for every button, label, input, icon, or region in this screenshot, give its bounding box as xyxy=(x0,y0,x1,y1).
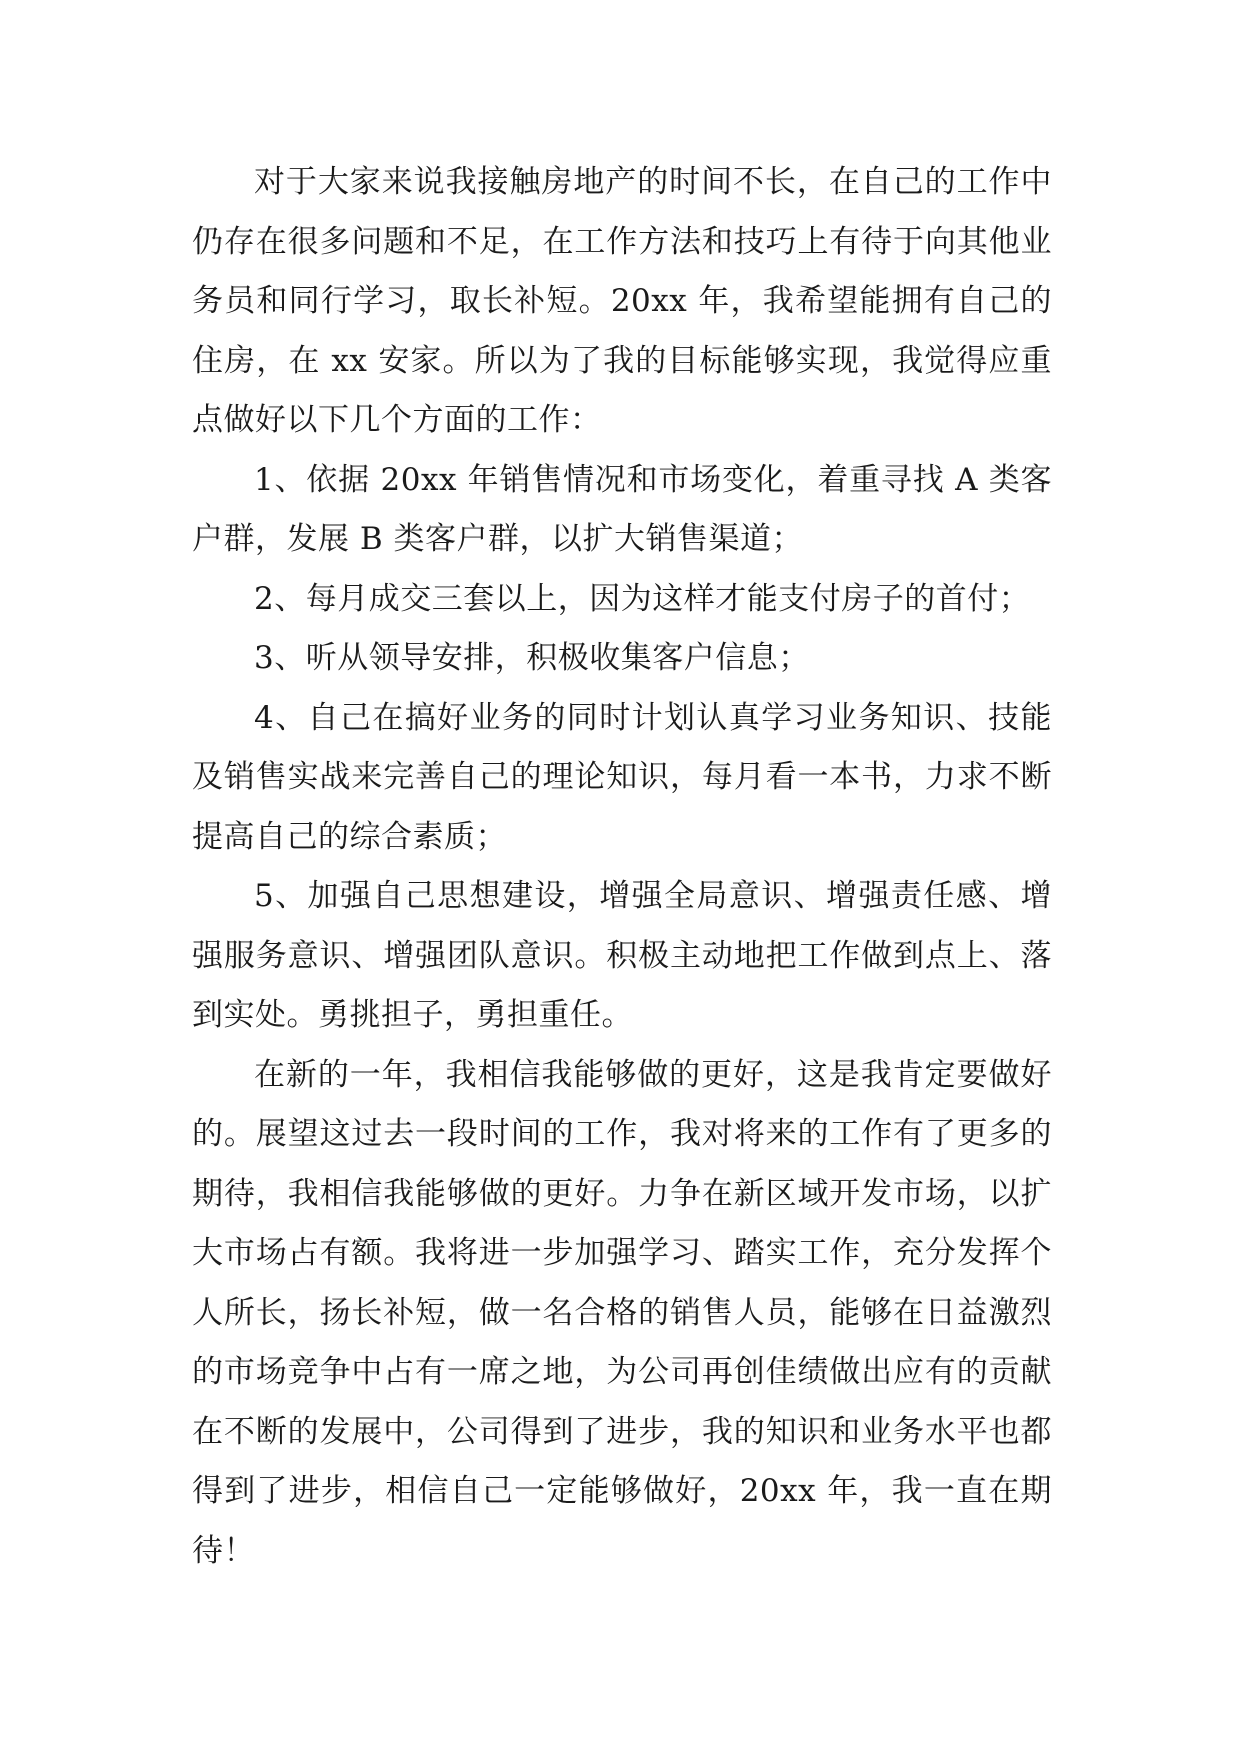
paragraph-item-4: 4、自己在搞好业务的同时计划认真学习业务知识、技能及销售实战来完善自己的理论知识，每月看一本书，力求不断提高自己的综合素质； xyxy=(192,699,1052,855)
paragraph-item-5: 5、加强自己思想建设，增强全局意识、增强责任感、增强服务意识、增强团队意识。积极主动地把工作做到点上、落到实处。勇挑担子，勇担重任。 xyxy=(192,878,1052,1033)
paragraph-intro: 对于大家来说我接触房地产的时间不长，在自己的工作中仍存在很多问题和不足，在工作方法和技巧上有待于向其他业务员和同行学习，取长补短。20xx 年，我希望能拥有自己的住房，在 xx 安家。所以为了我的目标能够实现，我觉得应重点做好以下几个方面的工作： xyxy=(192,164,1052,438)
paragraph-conclusion: 在新的一年，我相信我能够做的更好，这是我肯定要做好的。展望这过去一段时间的工作，我对将来的工作有了更多的期待，我相信我能够做的更好。力争在新区域开发市场，以扩大市场占有额。我将进一步加强学习、踏实工作，充分发挥个人所长，扬长补短，做一名合格的销售人员，能够在日益激烈的市场竞争中占有一席之地，为公司再创佳绩做出应有的贡献在不断的发展中，公司得到了进步，我的知识和业务水平也都得到了进步，相信自己一定能够做好，20xx 年，我一直在期待！ xyxy=(192,1056,1052,1569)
paragraph-item-3: 3、听从领导安排，积极收集客户信息； xyxy=(254,640,810,676)
document-body xyxy=(192,153,1052,1581)
paragraph-item-2: 2、每月成交三套以上，因为这样才能支付房子的首付； xyxy=(254,580,1031,617)
paragraph-item-1: 1、依据 20xx 年销售情况和市场变化，着重寻找 A 类客户群，发展 B 类客户群，以扩大销售渠道； xyxy=(192,461,1052,557)
